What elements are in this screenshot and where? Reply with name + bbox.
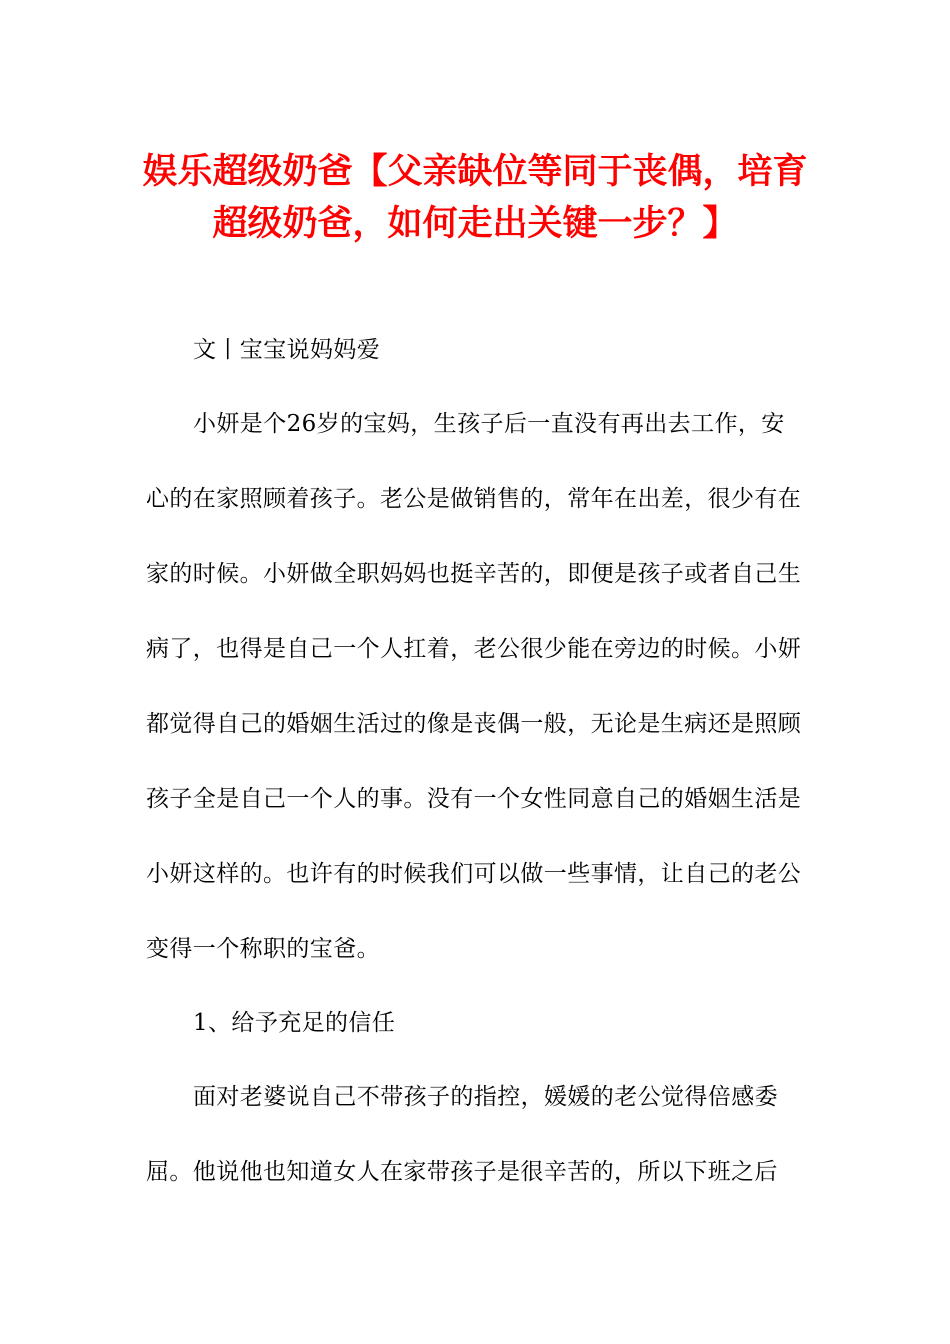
paragraph-intro: 小妍是个26岁的宝妈，生孩子后一直没有再出去工作，安心的在家照顾着孩子。老公是做销售的，常年在出差，很少有在家的时候。小妍做全职妈妈也挺辛苦的，即便是孩子或者自己生病了，也得是自己一个人扛着，老公很少能在旁边的时候。小妍都觉得自己的婚姻生活过的像是丧偶一般，无论是生病还是照顾孩子全是自己一个人的事。没有一个女性同意自己的婚姻生活是小妍这样的。也许有的时候我们可以做一些事情，让自己的老公变得一个称职的宝爸。 — [146, 411, 802, 962]
paragraph-section-1: 面对老婆说自己不带孩子的指控，媛媛的老公觉得倍感委屈。他说他也知道女人在家带孩子是很辛苦的，所以下班之后 — [146, 1084, 778, 1185]
document-title: 娱乐超级奶爸【父亲缺位等同于丧偶，培育超级奶爸，如何走出关键一步？】 — [142, 152, 808, 244]
section-heading-1: 1、给予充足的信任 — [193, 1010, 396, 1036]
byline: 文丨宝宝说妈妈爱 — [193, 337, 381, 363]
